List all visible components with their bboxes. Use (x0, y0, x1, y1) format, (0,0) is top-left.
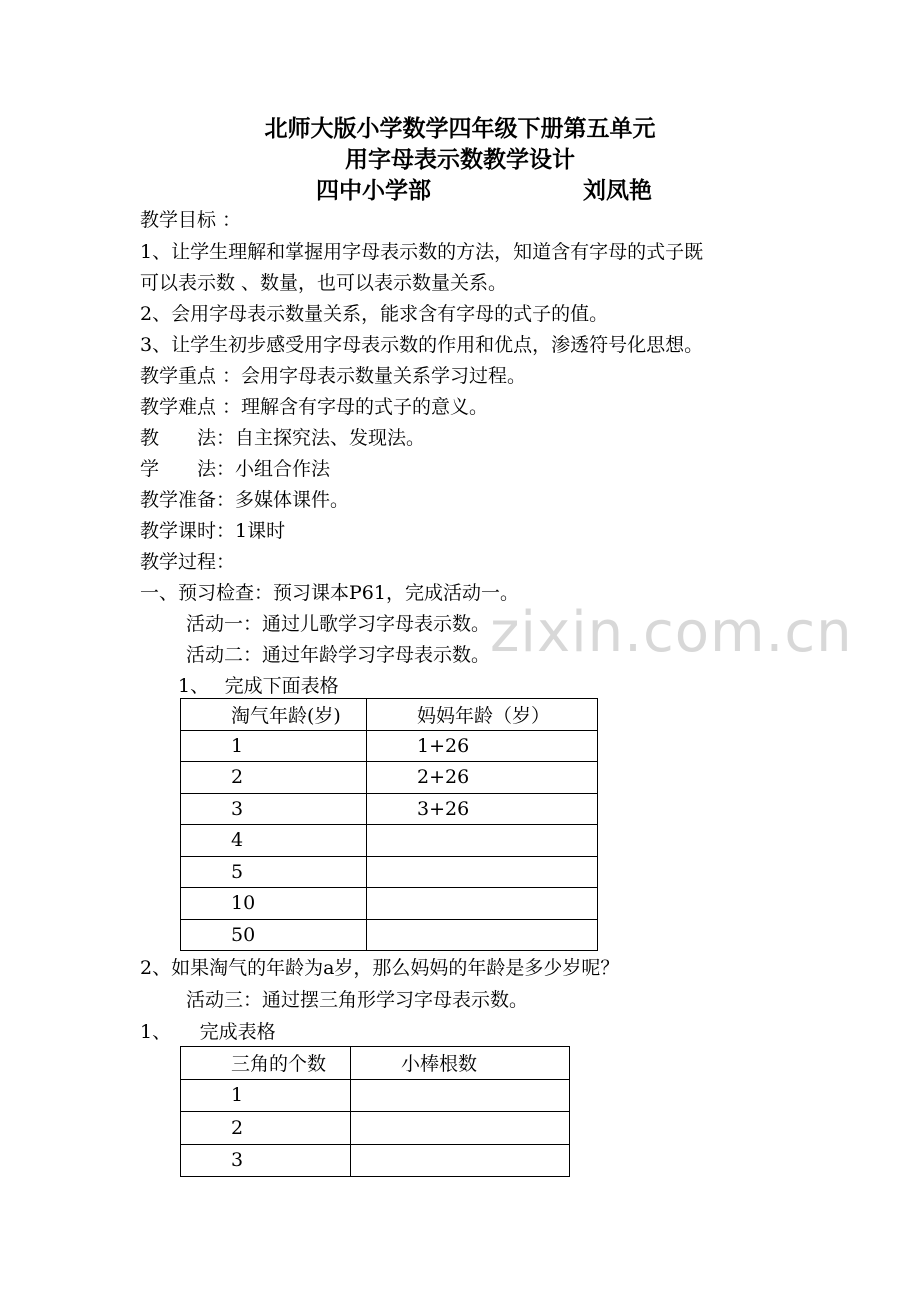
table-cell: 3+26 (367, 793, 598, 825)
table2-caption: 1、 完成表格 (140, 1021, 276, 1043)
table-cell (367, 856, 598, 888)
table-cell: 2 (181, 762, 367, 794)
table-cell: 4 (181, 825, 367, 857)
author-name: 刘凤艳 (583, 178, 652, 204)
table-header-cell: 淘气年龄(岁) (181, 699, 367, 731)
document-title: 北师大版小学数学四年级下册第五单元 (264, 116, 656, 142)
table-cell (351, 1079, 570, 1112)
table-cell (367, 888, 598, 920)
table-cell: 50 (181, 919, 367, 951)
table-row (181, 1079, 570, 1112)
table-row (181, 793, 598, 825)
teaching-hours: 教学课时：1课时 (140, 520, 286, 542)
table-cell: 1 (181, 730, 367, 762)
table-header-cell: 妈妈年龄（岁） (367, 699, 598, 731)
process-heading: 教学过程： (140, 551, 236, 573)
table-cell: 3 (181, 1144, 351, 1177)
table-cell (367, 825, 598, 857)
table1-caption: 1、 完成下面表格 (178, 675, 339, 697)
table-cell: 1 (181, 1079, 351, 1112)
table-cell (351, 1112, 570, 1145)
table-cell (351, 1144, 570, 1177)
watermark: zixin.com.cn (490, 600, 853, 665)
table-header-row (181, 1047, 570, 1080)
activity-3: 活动三：通过摆三角形学习字母表示数。 (186, 989, 529, 1011)
table-cell (367, 919, 598, 951)
table-row (181, 919, 598, 951)
key-point: 教学重点 ：会用字母表示数量关系学习过程。 (140, 365, 527, 387)
teaching-preparation: 教学准备：多媒体课件。 (140, 489, 350, 511)
table-row (181, 825, 598, 857)
teaching-method: 教 法：自主探究法、发现法。 (140, 427, 426, 449)
table-row (181, 1144, 570, 1177)
table-header-cell: 小棒根数 (351, 1047, 570, 1080)
objective-3: 3、让学生初步感受用字母表示数的作用和优点，渗透符号化思想。 (140, 334, 704, 356)
difficult-point: 教学难点 ：理解含有字母的式子的意义。 (140, 396, 489, 418)
table-header-cell: 三角的个数 (181, 1047, 351, 1080)
table-header-row (181, 699, 598, 731)
table-row (181, 762, 598, 794)
activity-2: 活动二：通过年龄学习字母表示数。 (186, 644, 491, 666)
table-cell: 10 (181, 888, 367, 920)
age-table (180, 698, 598, 951)
objective-1-line2: 可以表示数 、数量，也可以表示数量关系。 (140, 272, 508, 294)
school-name: 四中小学部 (316, 178, 431, 204)
objective-2: 2、会用字母表示数量关系，能求含有字母的式子的值。 (140, 303, 609, 325)
table-cell: 2 (181, 1112, 351, 1145)
table-row (181, 1112, 570, 1145)
table-row (181, 888, 598, 920)
question-2: 2、如果淘气的年龄为a岁，那么妈妈的年龄是多少岁呢？ (140, 957, 620, 979)
table-row (181, 856, 598, 888)
table-cell: 1+26 (367, 730, 598, 762)
objective-1-line1: 1、让学生理解和掌握用字母表示数的方法，知道含有字母的式子既 (140, 241, 704, 263)
table-row (181, 730, 598, 762)
preview-check: 一、预习检查：预习课本P61，完成活动一。 (140, 582, 519, 604)
objectives-heading: 教学目标 ： (140, 209, 242, 231)
table-cell: 3 (181, 793, 367, 825)
activity-1: 活动一：通过儿歌学习字母表示数。 (186, 613, 491, 635)
document-subtitle: 用字母表示数教学设计 (345, 147, 575, 173)
learning-method: 学 法：小组合作法 (140, 458, 331, 480)
table-cell: 2+26 (367, 762, 598, 794)
table-cell: 5 (181, 856, 367, 888)
triangle-table (180, 1046, 570, 1177)
